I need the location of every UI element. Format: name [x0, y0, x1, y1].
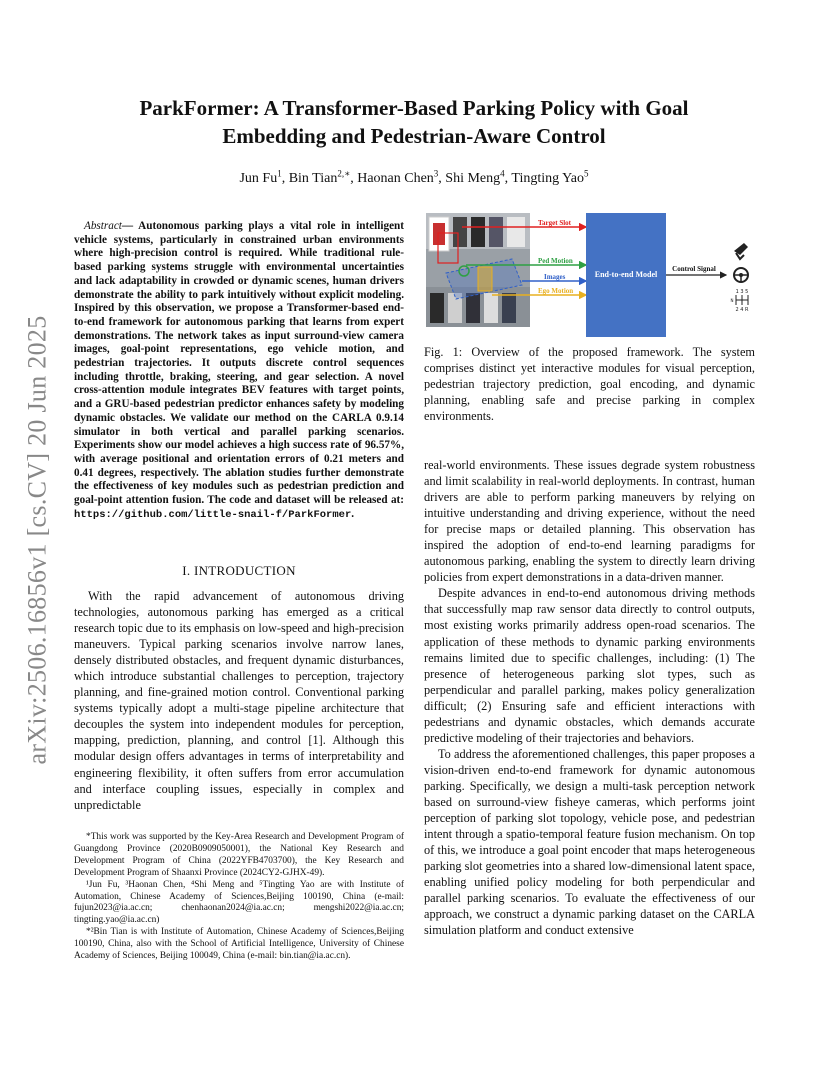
caption-label: Fig. 1:: [424, 345, 463, 359]
author: Tingting Yao$^5$: [511, 168, 589, 186]
footnote: ¹Jun Fu, ³Haonan Chen, ⁴Shi Meng and ⁵Tingting Yao are with Institute of Automation, Chinese Academy of Sciences,Beijing 100190, China (e-mail: fujun2023@ia.ac.cn; chenhaonan2024@ia.ac.cn; mengshi2022@ia.ac.cn; tingting.yao@ia.ac.cn): [74, 879, 404, 926]
right-column-body: [424, 457, 755, 938]
footnote: *²Bin Tian is with Institute of Automation, Chinese Academy of Sciences,Beijing 100190, China, also with the School of Artificial Intelligence, University of Chinese Academy of Sciences, Beijing 100049, China (e-mail: bin.tian@ia.ac.cn).: [74, 927, 404, 962]
caption-text: Overview of the proposed framework. The system comprises distinct yet interactive modules for visual perception, pedestrian trajectory prediction, goal encoding, and dynamic planning, enabling safe and precise parking in complex environments.: [424, 345, 755, 424]
paragraph: With the rapid advancement of autonomous driving technologies, autonomous parking has emerged as a critical research topic due to its emphasis on low-speed and high-precision maneuvers. Typical parking scenarios involve narrow lanes, densely distributed obstacles, and frequent dynamic disturbances, which introduce substantial challenges to perception, trajectory planning, and fine-grained motion control. Conventional parking systems typically adopt a multi-stage pipeline architecture that decouples the system into independent modules for perception, mapping, prediction, planning, and control [1]. Although this modular design offers advantages in terms of interpretability and engineering flexibility, it often suffers from error accumulation and interface coupling issues, especially in complex and unpredictable: [74, 589, 404, 812]
control-signal-label: Control Signal: [672, 265, 716, 273]
footnote: *This work was supported by the Key-Area Research and Development Program of Guangdong Province (2020B0909050001), the National Key Research and Development Program of China (2022YFB4703700), the Key Research and Development Program of Shaanxi Province (2024CY2-GJHX-49).: [74, 832, 404, 878]
paper-title: [80, 94, 748, 150]
ego-motion-label: Ego Motion: [538, 287, 574, 295]
svg-text:N: N: [730, 298, 734, 303]
author: Haonan Chen$^3$,: [357, 168, 446, 186]
abstract: Abstract— Autonomous parking plays a vital role in intelligent vehicle systems, particularly in constrained urban environments where high-precision control is required. While traditional rule-based parking systems struggle with environmental uncertainties and lack adaptability in crowded or dynamic scenes, human drivers demonstrate the ability to park intuitively without explicit modeling. Inspired by this observation, we propose a Transformer-based end-to-end framework for autonomous parking that learns from expert demonstrations. The network takes as input surround-view camera images, goal-point representations, ego vehicle motion, and pedestrian trajectories. It outputs discrete control sequences including throttle, braking, steering, and gear selection. A novel cross-attention module integrates BEV features with target points, and a GRU-based pedestrian predictor enhances safety by modeling dynamic obstacles. We validate our method on the CARLA 0.9.14 simulator in both vertical and parallel parking scenarios. Experiments show our model achieves a high success rate of 96.57%, with average positional and orientation errors of 0.21 meters and 0.41 degrees, respectively. The ablation studies further demonstrate the effectiveness of key modules such as pedestrian prediction and goal-point attention fusion. The code and dataset will be released at: https://github.com/little-snail-f/ParkFormer.: [74, 220, 404, 521]
steering-wheel-icon: [734, 268, 748, 282]
paragraph: To address the aforementioned challenges, this paper proposes a vision-driven end-to-end framework for dynamic autonomous parking. Specifically, we design a multi-task perception network based on surround-view fisheye cameras, which performs joint perception of parking slot topology, vehicle pose, and pedestrian intent through a spatio-temporal feature fusion mechanism. On top of this, we introduce a goal point encoder that maps heterogeneous parking slot geometries into a shared low-dimensional latent space, enabling unified policy modeling for both perpendicular and parallel parking scenarios. To evaluate the effectiveness of our approach, we construct a dynamic parking dataset on the CARLA simulation platform and conduct extensive: [424, 746, 755, 938]
footnotes: [74, 832, 404, 963]
model-label: End-to-end Model: [594, 270, 658, 279]
figure-caption: [424, 344, 755, 424]
author-list: [80, 170, 748, 188]
paragraph: real-world environments. These issues degrade system robustness and limit scalability in real-world deployments. In contrast, human drivers are able to perform parking maneuvers by relying on intuitive understanding and driving experience, without the need for precise maps or detailed planning. This observation has inspired the adoption of end-to-end learning paradigms for autonomous parking, enabling the system to directly learn driving policies from expert demonstrations in a data-driven manner.: [424, 458, 755, 585]
author: Jun Fu$^1$,: [239, 168, 289, 186]
target-slot-label: Target Slot: [538, 219, 571, 227]
figure-1: [426, 213, 756, 343]
author: Bin Tian$^{2,∗}$,: [288, 168, 358, 186]
arxiv-identifier: arXiv:2506.16856v1 [cs.CV] 20 Jun 2025: [23, 315, 53, 765]
abstract-label: Abstract: [84, 220, 122, 232]
parking-scene-image: [426, 213, 530, 327]
ped-motion-label: Ped Motion: [538, 257, 573, 265]
code-link[interactable]: https://github.com/little-snail-f/ParkFormer: [74, 508, 352, 521]
pedal-icon: [734, 243, 748, 259]
abstract-text: Autonomous parking plays a vital role in intelligent vehicle systems, particularly in constrained urban environments where high-precision control is required. While traditional rule-based parking systems struggle with environmental uncertainties and lack adaptability in crowded or dynamic scenes, human drivers demonstrate the ability to park intuitively without explicit modeling. Inspired by this observation, we propose a Transformer-based end-to-end framework for autonomous parking that learns from expert demonstrations. The network takes as input surround-view camera images, goal-point representations, ego vehicle motion, and pedestrian trajectories. It outputs discrete control sequences including throttle, braking, steering, and gear selection. A novel cross-attention module integrates BEV features with target points, and a GRU-based pedestrian predictor enhances safety by modeling dynamic obstacles. We validate our method on the CARLA 0.9.14 simulator in both vertical and parallel parking scenarios. Experiments show our model achieves a high success rate of 96.57%, with average positional and orientation errors of 0.21 meters and 0.41 degrees, respectively. The ablation studies further demonstrate the effectiveness of key modules such as pedestrian prediction and goal-point attention fusion. The code and dataset will be released at:: [74, 220, 404, 507]
framework-diagram: [426, 213, 756, 343]
gear-shifter-icon: [731, 289, 750, 313]
images-label: Images: [544, 273, 566, 281]
section-heading: I. INTRODUCTION: [182, 563, 296, 578]
title-line-2: Embedding and Pedestrian-Aware Control: [222, 124, 606, 148]
paragraph: Despite advances in end-to-end autonomous driving methods that successfully map raw sensor data directly to control outputs, most existing works primarily address open-road scenarios. The application of these methods to dynamic parking environments remains limited due to specific challenges, including: (1) The presence of heterogeneous parking slot types, such as perpendicular and parallel parking, makes policy generalization difficult; (2) Ensuring safe and efficient interactions with pedestrians and dynamic obstacles, which demands accurate predictive modeling of their trajectories and behaviors.: [424, 586, 755, 745]
intro-body: [74, 588, 404, 813]
svg-text:2 4 R: 2 4 R: [735, 307, 749, 313]
title-line-1: ParkFormer: A Transformer-Based Parking Policy with Goal: [139, 96, 689, 120]
svg-text:1 3 5: 1 3 5: [735, 289, 749, 295]
author: Shi Meng$^4$,: [445, 168, 512, 186]
